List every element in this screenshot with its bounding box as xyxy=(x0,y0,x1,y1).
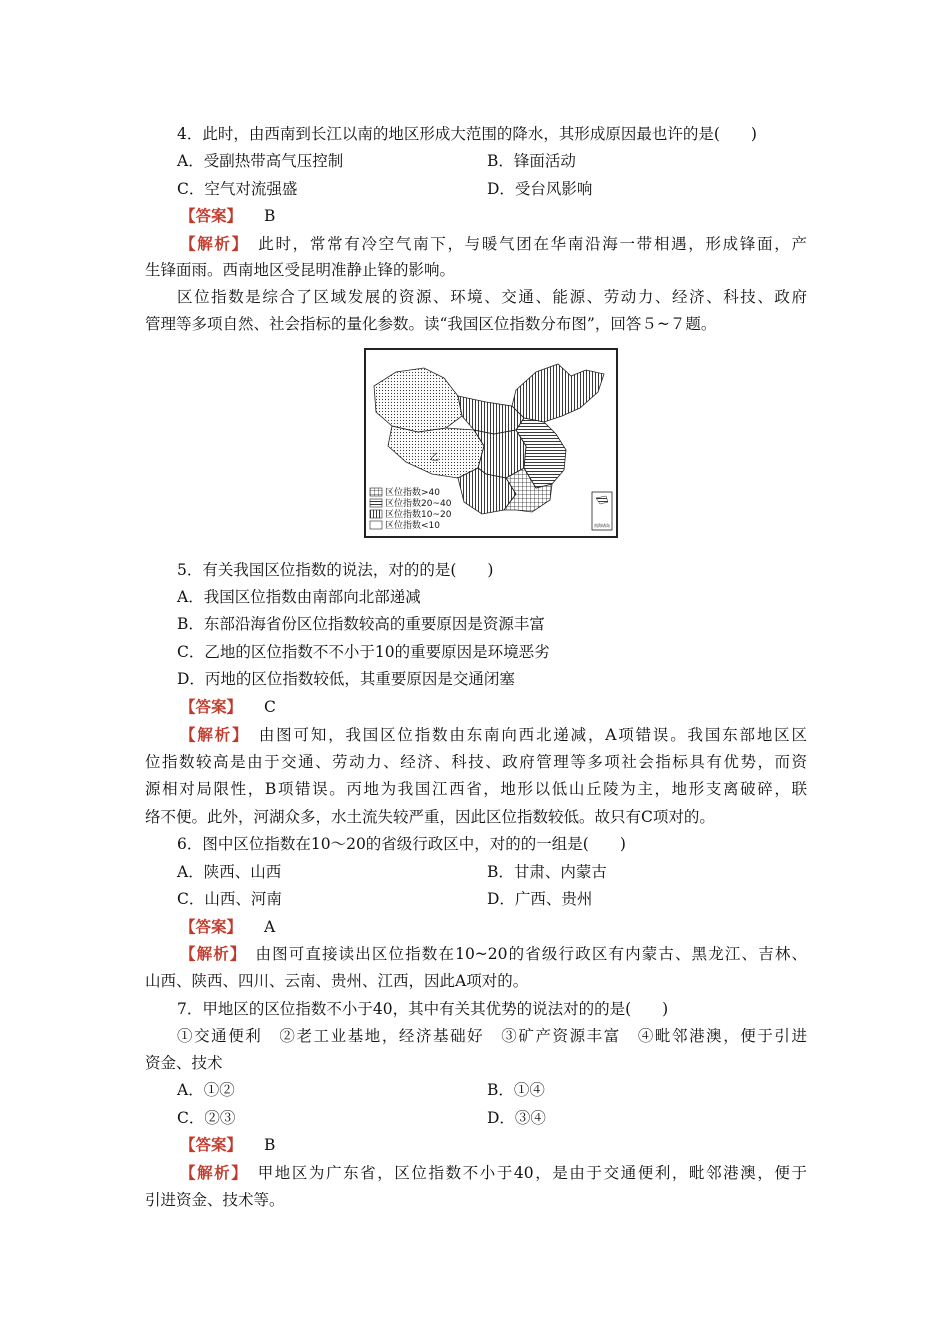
q4-option-c: C．空气对流强盛 xyxy=(177,180,298,198)
q4-option-a: A．受副热带高气压控制 xyxy=(177,152,344,170)
analysis-tag: 【解析】 xyxy=(180,234,242,253)
q5-option-d: D．丙地的区位指数较低，其重要原因是交通闭塞 xyxy=(177,670,515,688)
analysis-tag: 【解析】 xyxy=(180,725,242,744)
region-northeast xyxy=(512,364,604,422)
answer-value: A xyxy=(264,918,276,936)
q7-option-a: A．①② xyxy=(177,1081,235,1099)
q6-option-a: A．陕西、山西 xyxy=(177,863,282,881)
legend-item-4: 区位指数<10 xyxy=(385,521,440,531)
q7-option-b: B．①④ xyxy=(487,1081,545,1099)
q7-analysis-line-1: 【解析】 甲地区为广东省，区位指数不小于40，是由于交通便利，毗邻港澳，便于 xyxy=(180,1163,807,1182)
answer-value: B xyxy=(264,1136,276,1154)
answer-value: B xyxy=(264,207,276,225)
region-tibet xyxy=(388,426,484,478)
q5-analysis-line-4: 络不便。此外，河湖众多，水土流失较严重，因此区位指数较低。故只有C项对的。 xyxy=(145,808,715,826)
q4-answer xyxy=(180,205,275,227)
q5-answer xyxy=(180,696,276,718)
q5-analysis-line-3: 源相对局限性，B项错误。丙地为我国江西省，地形以低山丘陵为主，地形支离破碎，联 xyxy=(145,780,807,798)
q5-option-b: B．东部沿海省份区位指数较高的重要原因是资源丰富 xyxy=(177,615,545,633)
q5-analysis-line-1: 【解析】 由图可知，我国区位指数由东南向西北递减，A项错误。我国东部地区区 xyxy=(180,725,807,744)
answer-tag: 【答案】 xyxy=(180,1135,243,1154)
map-figure xyxy=(366,350,616,536)
q4-option-d: D．受台风影响 xyxy=(487,180,593,198)
q5-option-c: C．乙地的区位指数不不小于10的重要原因是环境恶劣 xyxy=(177,643,550,661)
q4-option-b: B．锋面活动 xyxy=(487,152,576,170)
region-xinjiang xyxy=(374,368,462,432)
q6-analysis-line-1: 【解析】 由图可直接读出区位指数在10~20的省级行政区有内蒙古、黑龙江、吉林、 xyxy=(180,944,807,963)
china-location-index-map xyxy=(364,348,618,538)
q5-option-a: A．我国区位指数由南部向北部递减 xyxy=(177,588,421,606)
q5-stem: 5．有关我国区位指数的说法，对的的是( ) xyxy=(177,561,494,579)
legend-item-3: 区位指数10~20 xyxy=(385,510,452,520)
intro-line-1: 区位指数是综合了区域发展的资源、环境、交通、能源、劳动力、经济、科技、政府 xyxy=(177,288,807,306)
legend-item-1: 区位指数>40 xyxy=(385,488,440,498)
q4-analysis-line-1: 【解析】 此时，常常有冷空气南下，与暖气团在华南沿海一带相遇，形成锋面，产 xyxy=(180,234,807,253)
q6-analysis-line-2: 山西、陕西、四川、云南、贵州、江西，因此A项对的。 xyxy=(145,972,529,990)
answer-tag: 【答案】 xyxy=(180,206,243,225)
map-legend xyxy=(370,486,452,531)
answer-tag: 【答案】 xyxy=(180,917,243,936)
q7-option-c: C．②③ xyxy=(177,1109,236,1127)
intro-line-2: 管理等多项自然、社会指标的量化参数。读“我国区位指数分布图”，回答５~７题。 xyxy=(145,315,717,333)
legend-item-2: 区位指数20~40 xyxy=(385,499,452,509)
analysis-tag: 【解析】 xyxy=(180,1163,241,1182)
q7-option-d: D．③④ xyxy=(487,1109,546,1127)
q6-option-c: C．山西、河南 xyxy=(177,890,282,908)
south-china-sea-inset xyxy=(592,492,612,530)
q7-items-line-2: 资金、技术 xyxy=(145,1054,223,1072)
inset-label: 南海诸岛 xyxy=(594,523,610,528)
answer-value: C xyxy=(264,698,276,716)
q6-answer xyxy=(180,916,275,938)
q7-analysis-line-2: 引进资金、技术等。 xyxy=(145,1191,285,1209)
q6-option-d: D．广西、贵州 xyxy=(487,890,593,908)
analysis-tag: 【解析】 xyxy=(180,944,239,963)
map-label-yi: 乙 xyxy=(430,453,440,463)
q7-stem: 7．甲地区的区位指数不小于40，其中有关其优势的说法对的的是( ) xyxy=(177,1000,669,1018)
q4-stem: 4．此时，由西南到长江以南的地区形成大范围的降水，其形成原因最也许的是( ) xyxy=(177,125,757,143)
q5-analysis-line-2: 位指数较高是由于交通、劳动力、经济、科技、政府管理等多项社会指标具有优势，而资 xyxy=(145,753,807,771)
q6-option-b: B．甘肃、内蒙古 xyxy=(487,863,607,881)
q7-answer xyxy=(180,1134,275,1156)
answer-tag: 【答案】 xyxy=(180,697,243,716)
q6-stem: 6．图中区位指数在10～20的省级行政区中，对的的一组是( ) xyxy=(177,835,626,853)
q7-items-line-1: ①交通便利 ②老工业基地，经济基础好 ③矿产资源丰富 ④毗邻港澳，便于引进 xyxy=(177,1027,807,1045)
q4-analysis-line-2: 生锋面雨。西南地区受昆明准静止锋的影响。 xyxy=(145,261,456,279)
